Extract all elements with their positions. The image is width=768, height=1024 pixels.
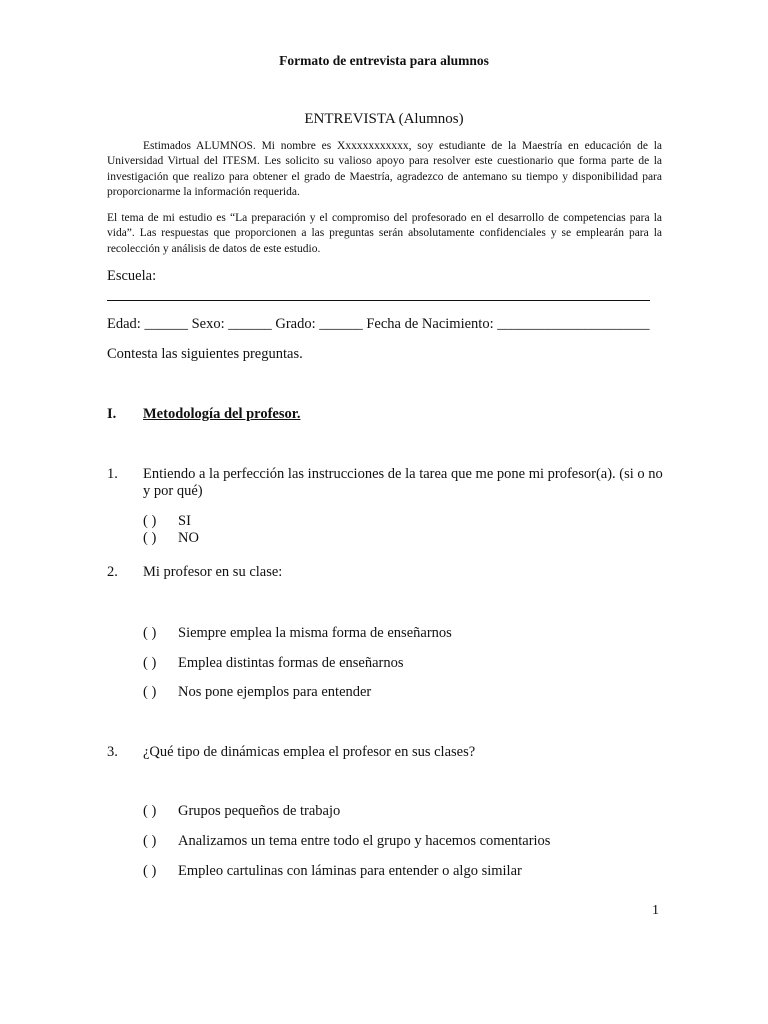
answer-option-label: Nos pone ejemplos para entender bbox=[178, 684, 372, 700]
answer-checkbox[interactable]: ( ) bbox=[143, 684, 157, 700]
instructions-text: Contesta las siguientes preguntas. bbox=[107, 346, 303, 362]
question-number: 3. bbox=[107, 744, 118, 760]
answer-checkbox[interactable]: ( ) bbox=[143, 513, 157, 529]
answer-option-label: Empleo cartulinas con láminas para entender o algo similar bbox=[178, 863, 522, 879]
escuela-label: Escuela: bbox=[107, 268, 157, 284]
question-text: ¿Qué tipo de dinámicas emplea el profesor en sus clases? bbox=[143, 744, 476, 760]
answer-checkbox[interactable]: ( ) bbox=[143, 530, 157, 546]
answer-checkbox[interactable]: ( ) bbox=[143, 803, 157, 819]
section-title: Metodología del profesor. bbox=[143, 406, 301, 422]
answer-option-label: SI bbox=[178, 513, 191, 529]
answer-checkbox[interactable]: ( ) bbox=[143, 833, 157, 849]
question-text: Mi profesor en su clase: bbox=[143, 564, 283, 580]
intro-paragraph-2: El tema de mi estudio es “La preparación y el compromiso del profesorado en el desarrollo de competencias para la vida”. Las respuestas que proporcionen a las preguntas serán absolutamente confidenciales y se emplearán para la recolección y análisis de datos de este estudio. bbox=[107, 212, 662, 255]
document-subtitle: ENTREVISTA (Alumnos) bbox=[304, 111, 464, 127]
answer-checkbox[interactable]: ( ) bbox=[143, 863, 157, 879]
escuela-line bbox=[107, 300, 650, 301]
section-number: I. bbox=[107, 406, 117, 422]
answer-option-label: Emplea distintas formas de enseñarnos bbox=[178, 655, 404, 671]
answer-option-label: Grupos pequeños de trabajo bbox=[178, 803, 341, 819]
document-title: Formato de entrevista para alumnos bbox=[279, 53, 489, 68]
answer-checkbox[interactable]: ( ) bbox=[143, 625, 157, 641]
answer-option-label: Siempre emplea la misma forma de enseñarnos bbox=[178, 625, 452, 641]
answer-checkbox[interactable]: ( ) bbox=[143, 655, 157, 671]
page-number: 1 bbox=[652, 903, 659, 918]
question-number: 2. bbox=[107, 564, 118, 580]
question-number: 1. bbox=[107, 466, 118, 482]
question-text: Entiendo a la perfección las instrucciones de la tarea que me pone mi profesor(a). (si o no y por qué) bbox=[143, 466, 663, 499]
student-fields-line: Edad: ______ Sexo: ______ Grado: ______ Fecha de Nacimiento: _____________________ bbox=[107, 316, 650, 332]
intro-paragraph-1: Estimados ALUMNOS. Mi nombre es Xxxxxxxxxxxx, soy estudiante de la Maestría en educación de la Universidad Virtual del ITESM. Les solicito su valioso apoyo para resolver este cuestionario que forma parte de la investigación que realizo para obtener el grado de Maestría, agradezco de antemano su tiempo y disponibilidad para proporcionarme la información requerida. bbox=[107, 140, 662, 198]
answer-option-label: NO bbox=[178, 530, 199, 546]
answer-option-label: Analizamos un tema entre todo el grupo y hacemos comentarios bbox=[178, 833, 551, 849]
